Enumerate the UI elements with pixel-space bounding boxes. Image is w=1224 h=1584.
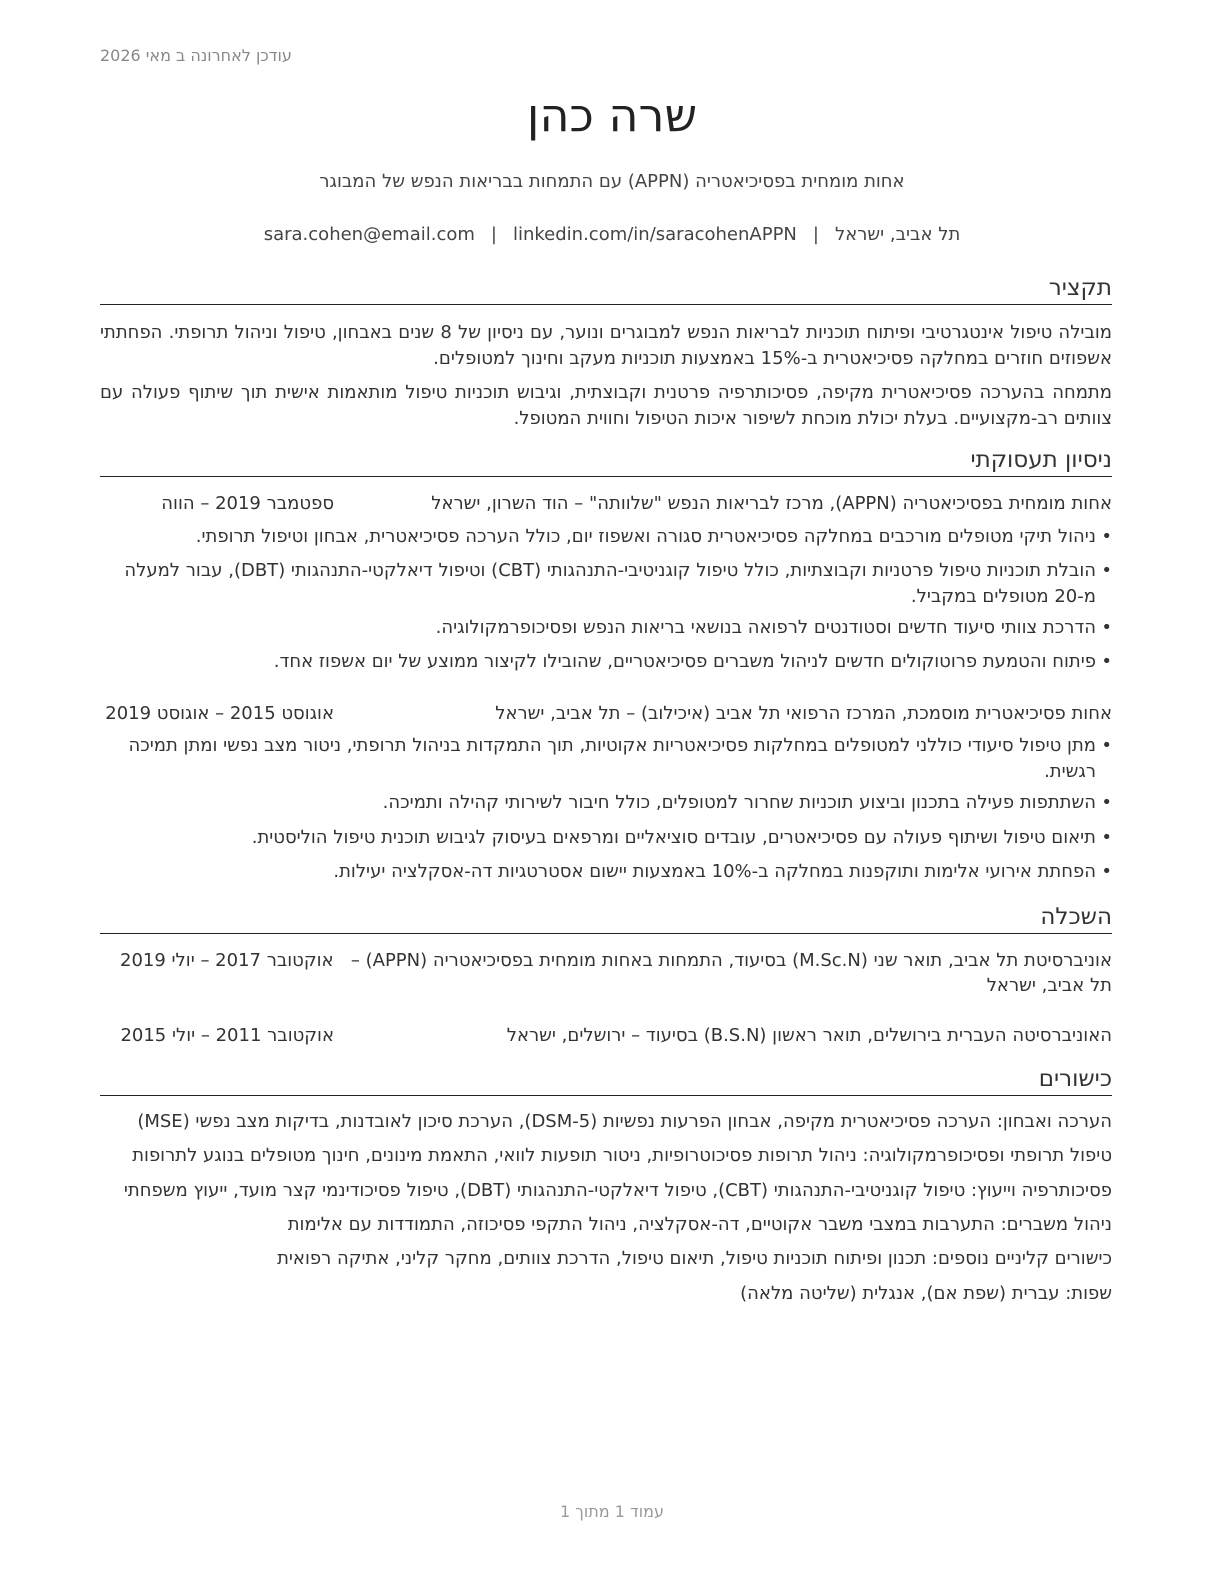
bullet-dot-icon: •: [1101, 617, 1112, 638]
bullet-dot-icon: •: [1101, 861, 1112, 882]
bullet-dot-icon: •: [1101, 526, 1112, 547]
section-divider: [100, 304, 1112, 305]
job-bullet-text: פיתוח והטמעת פרוטוקולים חדשים לניהול משברים פסיכיאטריים, שהובילו לקיצור ממוצע של יום אשפוז אחד.: [273, 651, 1096, 672]
job-bullet: [100, 558, 1112, 610]
education-degree: האוניברסיטה העברית בירושלים, תואר ראשון (B.S.N) בסיעוד – ירושלים, ישראל: [506, 1025, 1112, 1046]
job-bullet-text: מתן טיפול סיעודי כוללני למטופלים במחלקות פסיכיאטריות אקוטיות, תוך התמקדות בניהול תרופתי, ניטור מצב נפשי ומתן תמיכה רגשית.: [128, 735, 1096, 782]
section-divider: [100, 476, 1112, 477]
contact-linkedin[interactable]: linkedin.com/in/saracohenAPPN: [512, 224, 797, 245]
page-number: עמוד 1 מתוך 1: [560, 1502, 664, 1521]
skill-line: שפות: עברית (שפת אם), אנגלית (שליטה מלאה): [740, 1283, 1112, 1304]
bullet-dot-icon: •: [1101, 792, 1112, 813]
bullet-dot-icon: •: [1101, 827, 1112, 848]
bullet-dot-icon: •: [1101, 735, 1112, 756]
job-bullet-text: הפחתת אירועי אלימות ותוקפנות במחלקה ב-10% באמצעות יישום אסטרטגיות דה-אסקלציה יעילות.: [333, 861, 1096, 882]
bullet-dot-icon: •: [1101, 651, 1112, 672]
education-degree: אוניברסיטת תל אביב, תואר שני (M.Sc.N) בסיעוד, התמחות באחות מומחית בפסיכיאטריה (APPN) –: [350, 950, 1112, 971]
job-title: אחות מומחית בפסיכיאטריה (APPN), מרכז לבריאות הנפש "שלוותה" – הוד השרון, ישראל: [431, 493, 1112, 514]
job-bullet-text: השתתפות פעילה בתכנון וביצוע תוכניות שחרור למטופלים, כולל חיבור לשירותי קהילה ותמיכה.: [382, 792, 1096, 813]
job-dates: ספטמבר 2019 – הווה: [161, 493, 334, 514]
skill-line: ניהול משברים: התערבות במצבי משבר אקוטיים, דה-אסקלציה, ניהול התקפי פסיכוזה, התמודדות עם אלימות: [287, 1214, 1112, 1235]
job-title: אחות פסיכיאטרית מוסמכת, המרכז הרפואי תל אביב (איכילוב) – תל אביב, ישראל: [495, 703, 1112, 724]
education-heading: השכלה: [1040, 904, 1112, 930]
job-bullet-text: הובלת תוכניות טיפול פרטניות וקבוצתיות, כולל טיפול קוגניטיבי-התנהגותי (CBT) וטיפול דיאלקטי-התנהגותי (DBT), עבור למעלה מ-20 מטופלים במקביל.: [124, 560, 1096, 607]
job-bullet: [100, 615, 1112, 641]
section-divider: [100, 933, 1112, 934]
section-divider: [100, 1095, 1112, 1096]
job-bullet: [100, 649, 1112, 675]
contact-location: תל אביב, ישראל: [834, 224, 961, 245]
skills-heading: כישורים: [1038, 1066, 1112, 1092]
job-bullet-text: תיאום טיפול ושיתוף פעולה עם פסיכיאטרים, עובדים סוציאליים ומרפאים בעיסוק לגיבוש תוכנית טיפול הוליסטית.: [251, 827, 1096, 848]
job-bullet: [100, 825, 1112, 851]
contact-separator: |: [812, 224, 819, 245]
contact-email[interactable]: sara.cohen@email.com: [263, 224, 475, 245]
job-bullet: [100, 790, 1112, 816]
skill-line: פסיכותרפיה וייעוץ: טיפול קוגניטיבי-התנהגותי (CBT), טיפול דיאלקטי-התנהגותי (DBT), טיפול פסיכודינמי קצר מועד, ייעוץ משפחתי: [123, 1180, 1112, 1201]
skill-line: הערכה ואבחון: הערכה פסיכיאטרית מקיפה, אבחון הפרעות נפשיות (DSM-5), הערכת סיכון לאובדנות, בדיקות מצב נפשי (MSE): [137, 1111, 1112, 1132]
candidate-name: שרה כהן: [526, 88, 698, 142]
contact-line: [0, 224, 1224, 245]
summary-paragraph: מתמחה בהערכה פסיכיאטרית מקיפה, פסיכותרפיה פרטנית וקבוצתית, וגיבוש תוכניות טיפול מותאמות אישית תוך שיתוף פעולה עם צוותים רב-מקצועיים. בעלת יכולת מוכחת לשיפור איכות הטיפול וחווית המטופל.: [100, 382, 1112, 429]
education-dates: אוקטובר 2017 – יולי 2019: [120, 950, 334, 971]
summary-heading: תקציר: [1048, 275, 1112, 301]
job-dates: אוגוסט 2015 – אוגוסט 2019: [105, 703, 334, 724]
contact-separator: |: [490, 224, 497, 245]
job-bullet-text: ניהול תיקי מטופלים מורכבים במחלקה פסיכיאטרית סגורה ואשפוז יום, כולל הערכה פסיכיאטרית, אבחון וטיפול תרופתי.: [195, 526, 1096, 547]
job-bullet-text: הדרכת צוותי סיעוד חדשים וסטודנטים לרפואה בנושאי בריאות הנפש ופסיכופרמקולוגיה.: [435, 617, 1096, 638]
skill-line: טיפול תרופתי ופסיכופרמקולוגיה: ניהול תרופות פסיכוטרופיות, ניטור תופעות לוואי, התאמת מינונים, חינוך מטופלים בנוגע לתרופות: [132, 1145, 1112, 1166]
education-location: תל אביב, ישראל: [986, 975, 1112, 996]
job-bullet: [100, 733, 1112, 785]
bullet-dot-icon: •: [1101, 560, 1112, 581]
job-bullet: [100, 859, 1112, 885]
candidate-subtitle: אחות מומחית בפסיכיאטריה (APPN) עם התמחות בבריאות הנפש של המבוגר: [319, 171, 905, 192]
experience-heading: ניסיון תעסוקתי: [970, 447, 1112, 473]
summary-paragraph: מובילה טיפול אינטגרטיבי ופיתוח תוכניות לבריאות הנפש למבוגרים ונוער, עם ניסיון של 8 שנים באבחון, טיפול וניהול תרופתי. הפחתתי אשפוזים חוזרים במחלקה פסיכיאטרית ב-15% באמצעות תוכניות מעקב וחינוך למטופלים.: [100, 322, 1112, 369]
job-bullet: [100, 524, 1112, 550]
skill-line: כישורים קליניים נוספים: תכנון ופיתוח תוכניות טיפול, תיאום טיפול, הדרכת צוותים, מחקר קליני, אתיקה רפואית: [277, 1248, 1112, 1269]
education-dates: אוקטובר 2011 – יולי 2015: [120, 1025, 334, 1046]
last-updated-note: עודכן לאחרונה ב מאי 2026: [100, 46, 292, 65]
